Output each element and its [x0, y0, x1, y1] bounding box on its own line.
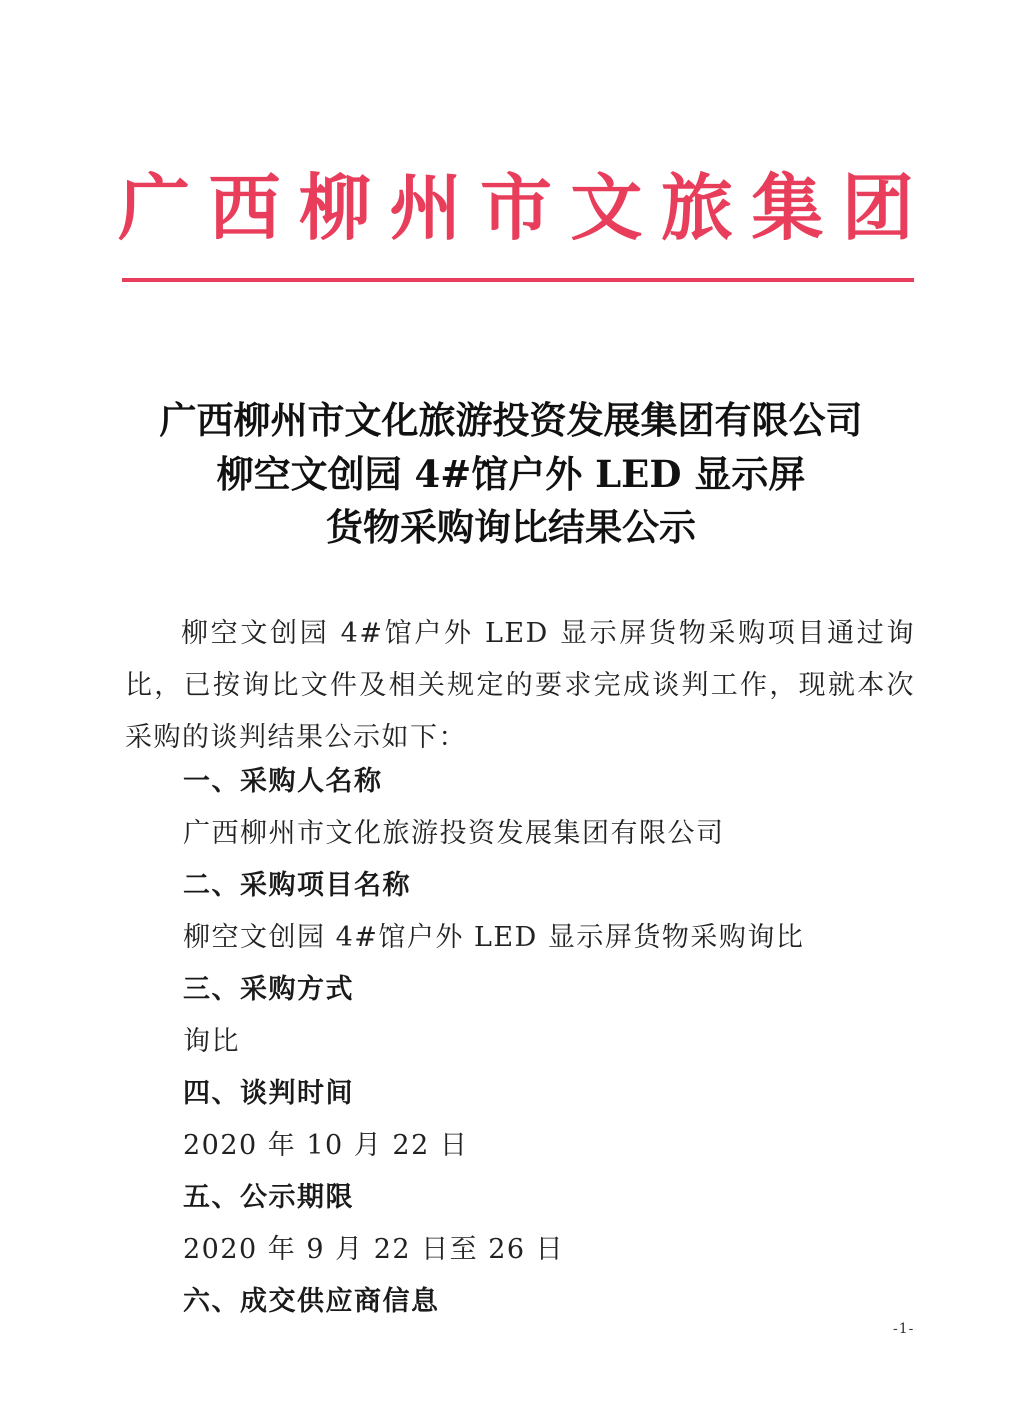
letterhead-char: 旅	[660, 165, 733, 250]
document-title-line-2: 柳空文创园 4#馆户外 LED 显示屏	[216, 452, 806, 496]
section-heading-procurement-method: 三、采购方式	[183, 974, 354, 1005]
section-heading-project-name: 二、采购项目名称	[183, 870, 411, 901]
letterhead-char: 文	[570, 165, 643, 250]
letterhead-char: 团	[841, 165, 914, 250]
section-value-project-name: 柳空文创园 4#馆户外 LED 显示屏货物采购询比	[183, 922, 805, 953]
letterhead-char: 柳	[298, 165, 371, 250]
section-value-procurement-method: 询比	[183, 1026, 240, 1057]
letterhead-char: 广	[118, 165, 191, 250]
letterhead-char: 市	[479, 165, 552, 250]
document-title-line-3: 货物采购询比结果公示	[326, 505, 696, 549]
document-title-line-1: 广西柳州市文化旅游投资发展集团有限公司	[159, 398, 863, 442]
section-heading-publicity-period: 五、公示期限	[183, 1182, 354, 1213]
section-value-negotiation-time: 2020 年 10 月 22 日	[183, 1130, 469, 1161]
letterhead	[118, 165, 914, 250]
section-heading-purchaser: 一、采购人名称	[183, 766, 383, 797]
section-heading-negotiation-time: 四、谈判时间	[183, 1078, 354, 1109]
letterhead-char: 州	[389, 165, 462, 250]
letterhead-char: 集	[751, 165, 824, 250]
letterhead-char: 西	[208, 165, 281, 250]
section-value-purchaser: 广西柳州市文化旅游投资发展集团有限公司	[183, 818, 725, 849]
section-heading-supplier-info: 六、成交供应商信息	[183, 1286, 440, 1317]
page-number: -1-	[893, 1321, 915, 1337]
letterhead-divider	[122, 278, 914, 282]
section-value-publicity-period: 2020 年 9 月 22 日至 26 日	[183, 1234, 565, 1265]
intro-paragraph: 柳空文创园 4#馆户外 LED 显示屏货物采购项目通过询比，已按询比文件及相关规定的要求完成谈判工作，现就本次采购的谈判结果公示如下：	[125, 618, 915, 753]
